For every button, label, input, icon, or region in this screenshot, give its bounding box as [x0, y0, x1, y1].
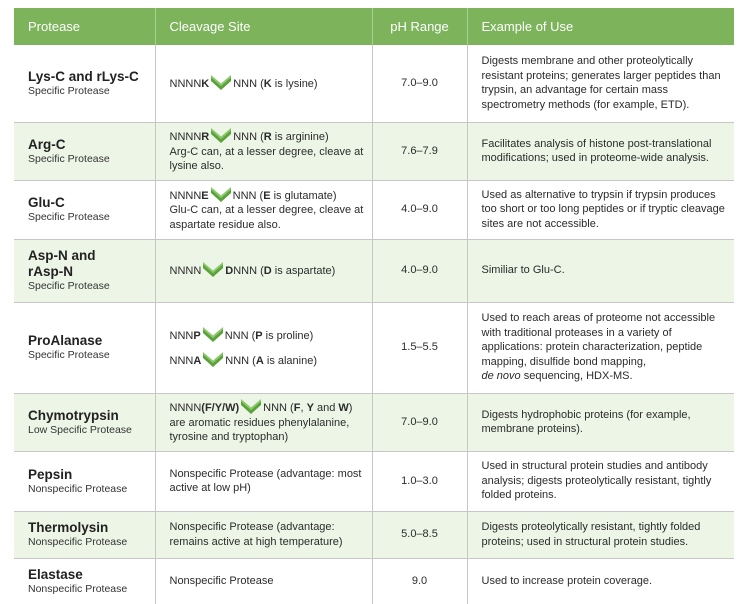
header-ph-range: pH Range: [372, 8, 467, 45]
table-row: [14, 558, 734, 604]
protease-cell: [14, 393, 155, 451]
protease-type: Specific Protease: [28, 84, 110, 97]
cleavage-site-line: NNNNE NNN (E is glutamate): [170, 187, 364, 204]
protease-cell: [14, 122, 155, 180]
protease-cell: [14, 239, 155, 302]
example-cell: Used to reach areas of proteome not accessible with traditional proteases in a variety of applications: protein characterization, peptide mapping, disulfide bond mapping, de novo sequencing, HDX-MS.: [467, 302, 734, 393]
protease-type: Nonspecific Protease: [28, 482, 128, 495]
example-cell: Facilitates analysis of histone post-translational modifications; used in proteome-wide analysis.: [467, 122, 734, 180]
ph-range-cell: 7.6–7.9: [372, 122, 467, 180]
cleavage-chevron-icon: [202, 262, 224, 277]
cleavage-note: are aromatic residues phenylalanine, tyrosine and tryptophan): [169, 416, 350, 444]
table-row: [14, 393, 734, 451]
ph-range-cell: 1.0–3.0: [372, 451, 467, 511]
protease-cell: [14, 511, 155, 558]
cleavage-site-line: NNNN DNNN (D is aspartate): [170, 262, 364, 279]
cleavage-cell: Nonspecific Protease (advantage: remains active at high temperature): [155, 511, 372, 558]
protease-name: Glu-C: [28, 195, 65, 210]
table-header-row: [14, 8, 734, 45]
cleavage-note: Glu-C can, at a lesser degree, cleave at aspartate residue also.: [169, 204, 364, 231]
protease-name: Thermolysin: [28, 520, 109, 535]
cleavage-cell: [155, 45, 372, 122]
cleavage-cell: Nonspecific Protease (advantage: most active at low pH): [155, 451, 372, 511]
cleavage-chevron-icon: [210, 75, 232, 90]
cleavage-site-line: NNNP NNN (P is proline): [170, 327, 364, 344]
protease-cell: [14, 45, 155, 122]
protease-type: Nonspecific Protease: [28, 536, 128, 548]
protease-cell: [14, 180, 155, 239]
cleavage-cell: [155, 302, 372, 393]
example-cell: Digests hydrophobic proteins (for example, membrane proteins).: [467, 393, 734, 451]
protease-type: Specific Protease: [28, 280, 110, 292]
cleavage-chevron-icon: [202, 352, 224, 367]
table-row: [14, 239, 734, 302]
protease-name: Pepsin: [28, 466, 73, 482]
cleavage-chevron-icon: [202, 327, 224, 342]
cleavage-site-line: NNNN(F/Y/W) NNN (F, Y and W): [170, 399, 364, 416]
ph-range-cell: 4.0–9.0: [372, 239, 467, 302]
protease-type: Specific Protease: [28, 211, 110, 223]
header-protease: Protease: [14, 8, 155, 45]
example-cell: Digests membrane and other proteolytically resistant proteins; generates larger peptides than trypsin, an advantage for certain mass spectrometry methods (for example, ETD).: [467, 45, 734, 122]
header-cleavage-site: Cleavage Site: [155, 8, 372, 45]
example-cell: Similiar to Glu-C.: [467, 239, 734, 302]
cleavage-cell: [155, 239, 372, 302]
cleavage-note: Arg-C can, at a lesser degree, cleave at lysine also.: [169, 145, 364, 173]
protease-table: [14, 8, 734, 604]
cleavage-cell: [155, 122, 372, 180]
ph-range-cell: 4.0–9.0: [372, 180, 467, 239]
protease-type: Specific Protease: [28, 349, 110, 361]
protease-name: Asp-N and rAsp-N: [28, 248, 96, 279]
protease-name: Elastase: [28, 566, 83, 582]
protease-name: Arg-C: [28, 136, 66, 152]
cleavage-cell: Nonspecific Protease: [155, 558, 372, 604]
cleavage-site-line: NNNNR NNN (R is arginine): [170, 128, 364, 145]
cleavage-chevron-icon: [240, 399, 262, 414]
table-row: [14, 180, 734, 239]
cleavage-chevron-icon: [210, 187, 232, 202]
ph-range-cell: 9.0: [372, 558, 467, 604]
ph-range-cell: 5.0–8.5: [372, 511, 467, 558]
example-cell: Digests proteolytically resistant, tightly folded proteins; used in structural protein studies.: [467, 511, 734, 558]
example-cell: Used in structural protein studies and antibody analysis; digests proteolytically resistant, tightly folded proteins.: [467, 451, 734, 511]
cleavage-site-line: NNNA NNN (A is alanine): [170, 352, 364, 369]
table-row: [14, 45, 734, 122]
protease-cell: [14, 302, 155, 393]
cleavage-site-line: NNNNK NNN (K is lysine): [170, 75, 364, 92]
cleavage-cell: [155, 180, 372, 239]
protease-cell: [14, 451, 155, 511]
table-row: [14, 451, 734, 511]
ph-range-cell: 7.0–9.0: [372, 393, 467, 451]
table-row: [14, 511, 734, 558]
example-cell: Used as alternative to trypsin if trypsin produces too short or too long peptides or if tryptic cleavage sites are not accessible.: [467, 180, 734, 239]
protease-cell: [14, 558, 155, 604]
protease-type: Specific Protease: [28, 152, 110, 165]
example-cell: Used to increase protein coverage.: [481, 575, 653, 587]
table-row: [14, 302, 734, 393]
ph-range-cell: 7.0–9.0: [372, 45, 467, 122]
protease-type: Low Specific Protease: [28, 423, 132, 436]
protease-name: Chymotrypsin: [28, 407, 119, 423]
protease-type: Nonspecific Protease: [28, 582, 128, 595]
protease-name: ProAlanase: [28, 333, 103, 348]
cleavage-cell: [155, 393, 372, 451]
protease-name: Lys-C and rLys-C: [28, 68, 139, 84]
ph-range-cell: 1.5–5.5: [372, 302, 467, 393]
table-row: [14, 122, 734, 180]
cleavage-chevron-icon: [210, 128, 232, 143]
header-example: Example of Use: [467, 8, 734, 45]
